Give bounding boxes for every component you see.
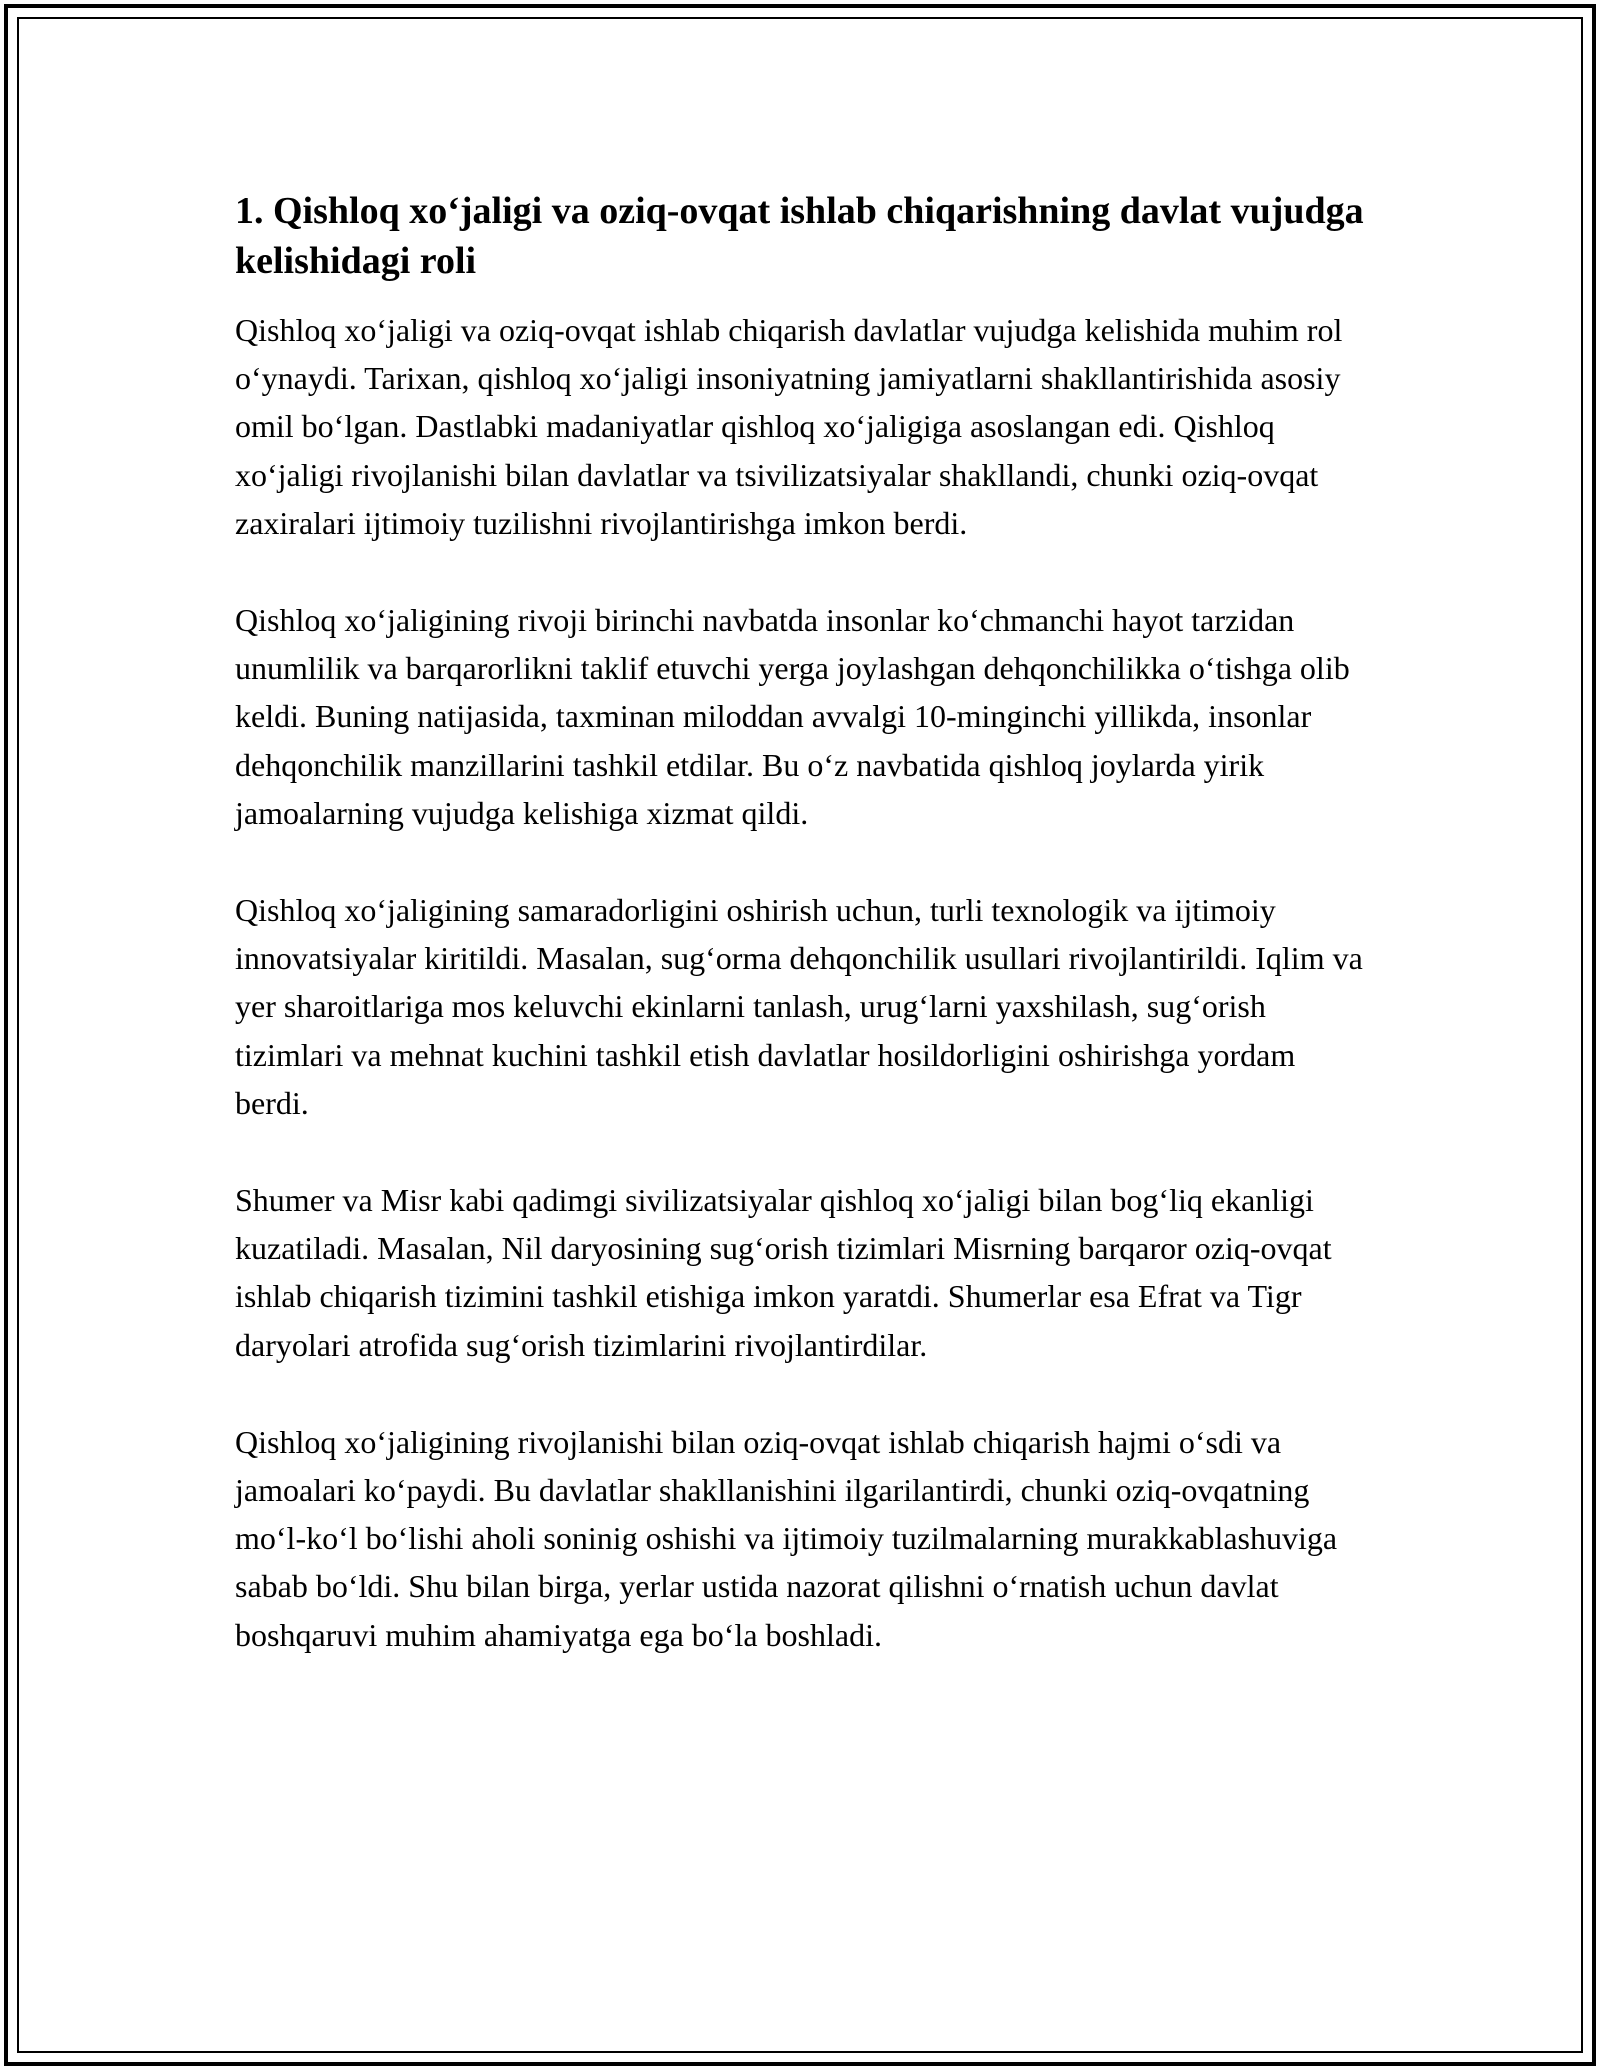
document-body: [235, 186, 1375, 1708]
paragraph-4: Shumer va Misr kabi qadimgi sivilizatsiyalar qishloq xo‘jaligi bilan bog‘liq ekanligi kuzatiladi. Masalan, Nil daryosining sug‘orish tizimlari Misrning barqaror oziq-ovqat ishlab chiqarish tizimini tashkil etishiga imkon yaratdi. Shumerlar esa Efrat va Tigr daryolari atrofida sug‘orish tizimlarini rivojlantirdilar.: [235, 1182, 1332, 1363]
section-heading: 1. Qishloq xo‘jaligi va oziq-ovqat ishlab chiqarishning davlat vujudga kelishidagi roli: [235, 190, 1364, 282]
paragraph-2: Qishloq xo‘jaligining rivoji birinchi navbatda insonlar ko‘chmanchi hayot tarzidan unumlilik va barqarorlikni taklif etuvchi yerga joylashgan dehqonchilikka o‘tishga olib keldi. Buning natijasida, taxminan miloddan avvalgi 10-minginchi yillikda, insonlar dehqonchilik manzillarini tashkil etdilar. Bu o‘z navbatida qishloq joylarda yirik jamoalarning vujudga kelishiga xizmat qildi.: [235, 602, 1350, 831]
paragraph-3: Qishloq xo‘jaligining samaradorligini oshirish uchun, turli texnologik va ijtimoiy innovatsiyalar kiritildi. Masalan, sug‘orma dehqonchilik usullari rivojlantirildi. Iqlim va yer sharoitlariga mos keluvchi ekinlarni tanlash, urug‘larni yaxshilash, sug‘orish tizimlari va mehnat kuchini tashkil etish davlatlar hosildorligini oshirishga yordam berdi.: [235, 892, 1363, 1121]
paragraph-5: Qishloq xo‘jaligining rivojlanishi bilan oziq-ovqat ishlab chiqarish hajmi o‘sdi va jamoalari ko‘paydi. Bu davlatlar shakllanishini ilgarilantirdi, chunki oziq-ovqatning mo‘l-ko‘l bo‘lishi aholi soninig oshishi va ijtimoiy tuzilmalarning murakkablashuviga sabab bo‘ldi. Shu bilan birga, yerlar ustida nazorat qilishni o‘rnatish uchun davlat boshqaruvi muhim ahamiyatga ega bo‘la boshladi.: [235, 1423, 1338, 1653]
paragraph-1: Qishloq xo‘jaligi va oziq-ovqat ishlab chiqarish davlatlar vujudga kelishida muhim rol o‘ynaydi. Tarixan, qishloq xo‘jaligi insoniyatning jamiyatlarni shakllantirishida asosiy omil bo‘lgan. Dastlabki madaniyatlar qishloq xo‘jaligiga asoslangan edi. Qishloq xo‘jaligi rivojlanishi bilan davlatlar va tsivilizatsiyalar shakllandi, chunki oziq-ovqat zaxiralari ijtimoiy tuzilishni rivojlantirishga imkon berdi.: [235, 312, 1343, 541]
